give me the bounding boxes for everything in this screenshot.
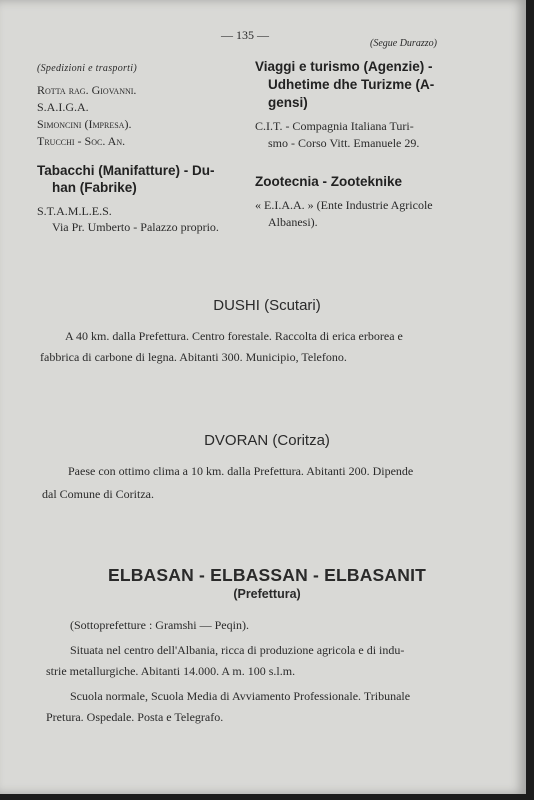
list-item: Simoncini (Impresa).	[37, 117, 132, 131]
prefecture-title: ELBASAN - ELBASSAN - ELBASANIT	[107, 565, 427, 585]
paragraph-line: fabbrica di carbone di legna. Abitanti 300. Municipio, Telefono.	[40, 350, 347, 364]
paragraph-line: A 40 km. dalla Prefettura. Centro forestale. Raccolta di erica erborea e	[65, 329, 403, 343]
paragraph-line: Pretura. Ospedale. Posta e Telegrafo.	[46, 710, 224, 724]
section-heading: Tabacchi (Manifatture) - Du-	[37, 163, 215, 178]
paragraph-line: dal Comune di Coritza.	[42, 487, 154, 501]
paragraph-line: Scuola normale, Scuola Media di Avviamento Professionale. Tribunale	[70, 689, 411, 703]
list-item: Trucchi - Soc. An.	[37, 134, 126, 148]
list-item: Rotta rag. Giovanni.	[37, 83, 137, 97]
section-heading: Zootecnia - Zooteknike	[255, 174, 403, 189]
page-number: — 135 —	[221, 28, 269, 42]
category-label: (Spedizioni e trasporti)	[37, 63, 137, 74]
list-item: S.T.A.M.L.E.S.	[37, 204, 112, 218]
town-heading: DUSHI (Scutari)	[213, 297, 321, 314]
list-item: Albanesi).	[268, 215, 318, 229]
prefecture-subtitle: (Prefettura)	[233, 587, 301, 601]
continuation-note: (Segue Durazzo)	[370, 38, 437, 49]
paragraph-line: strie metallurgiche. Abitanti 14.000. A m. 100 s.l.m.	[46, 664, 296, 678]
list-item: S.A.I.G.A.	[37, 100, 89, 114]
section-heading: Udhetime dhe Turizme (A-	[268, 77, 435, 92]
section-heading: gensi)	[268, 95, 308, 110]
list-item: Via Pr. Umberto - Palazzo proprio.	[52, 220, 219, 234]
list-item: « E.I.A.A. » (Ente Industrie Agricole	[255, 198, 433, 212]
paragraph-line: Situata nel centro dell'Albania, ricca di produzione agricola e di indu-	[70, 643, 405, 657]
section-heading: Viaggi e turismo (Agenzie) -	[255, 59, 433, 74]
section-heading: han (Fabrike)	[52, 180, 137, 195]
list-item: C.I.T. - Compagnia Italiana Turi-	[255, 119, 414, 133]
paragraph-line: (Sottoprefetture : Gramshi — Peqin).	[70, 618, 249, 632]
list-item: smo - Corso Vitt. Emanuele 29.	[268, 136, 420, 150]
paragraph-line: Paese con ottimo clima a 10 km. dalla Prefettura. Abitanti 200. Dipende	[68, 464, 414, 478]
town-heading: DVORAN (Coritza)	[204, 432, 330, 449]
